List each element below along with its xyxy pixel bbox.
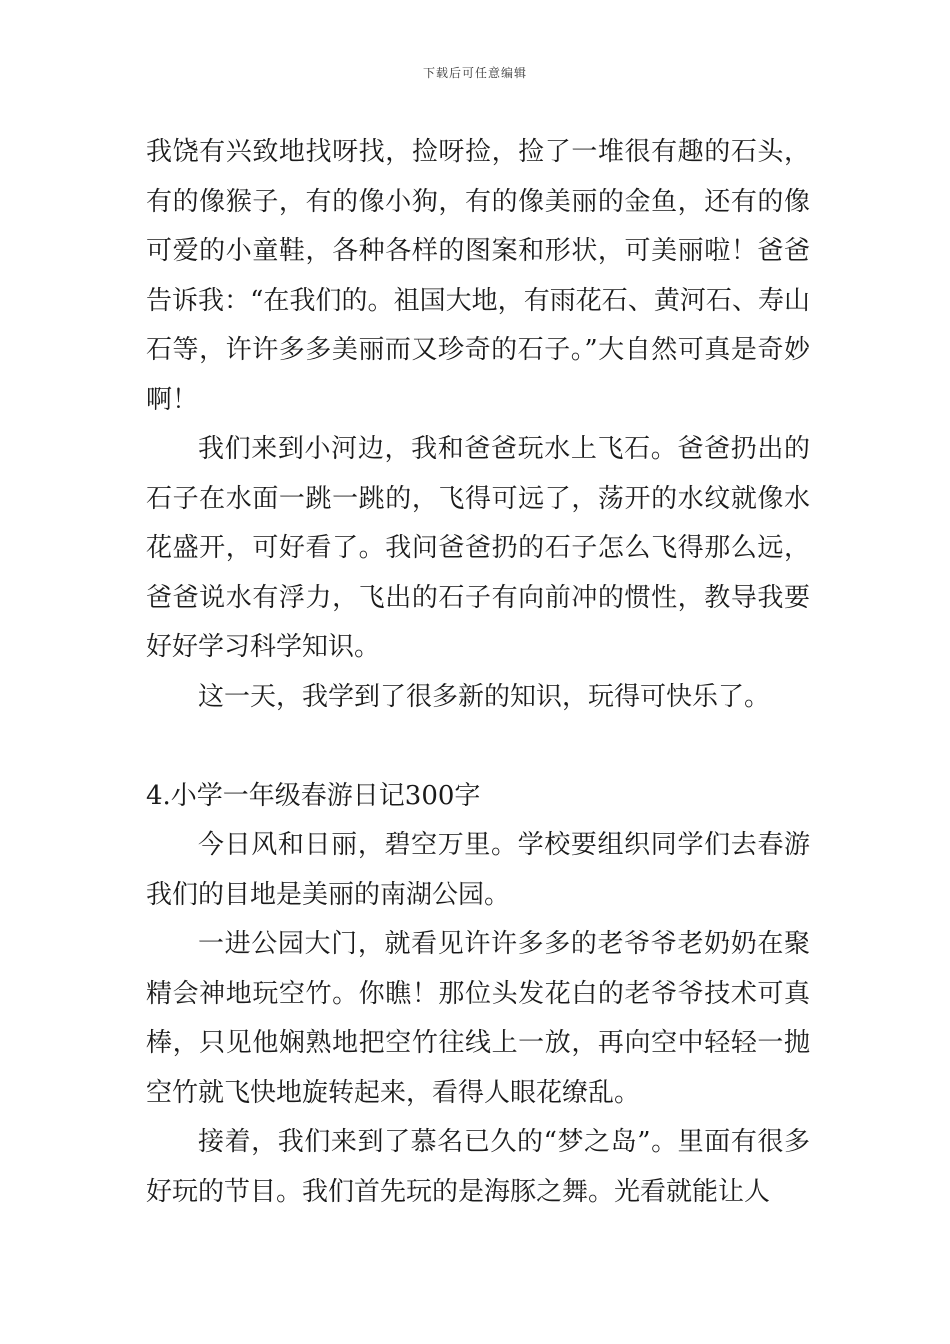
document-body [146, 128, 810, 1217]
paragraph-stones: 我饶有兴致地找呀找，捡呀捡，捡了一堆很有趣的石头，有的像猴子，有的像小狗，有的像美丽的金鱼，还有的像可爱的小童鞋，各种各样的图案和形状，可美丽啦！爸爸告诉我：“在我们的。祖国大地，有雨花石、黄河石、寿山石等，许许多多美丽而又珍奇的石子。”大自然可真是奇妙啊！ [146, 137, 810, 415]
paragraph-skipping-stones: 我们来到小河边，我和爸爸玩水上飞石。爸爸扔出的石子在水面一跳一跳的，飞得可远了，荡开的水纹就像水花盛开，可好看了。我问爸爸扔的石子怎么飞得那么远，爸爸说水有浮力，飞出的石子有向前冲的惯性，教导我要好好学习科学知识。 [146, 434, 810, 662]
page-header: 下载后可任意编辑 [422, 66, 527, 80]
paragraph-diabolo: 一进公园大门，就看见许许多多的老爷爷老奶奶在聚精会神地玩空竹。你瞧！那位头发花白的老爷爷技术可真棒，只见他娴熟地把空竹往线上一放，再向空中轻轻一抛空竹就飞快地旋转起来，看得人眼花缭乱。 [146, 929, 810, 1108]
paragraph-dream-island: 接着，我们来到了慕名已久的“梦之岛”。里面有很多好玩的节目。我们首先玩的是海豚之舞。光看就能让人 [146, 1127, 810, 1207]
paragraph-day-summary: 这一天，我学到了很多新的知识，玩得可快乐了。 [198, 681, 771, 712]
paragraph-spring-outing: 今日风和日丽，碧空万里。学校要组织同学们去春游我们的目地是美丽的南湖公园。 [146, 830, 810, 910]
section-heading: 4.小学一年级春游日记300字 [146, 780, 481, 811]
